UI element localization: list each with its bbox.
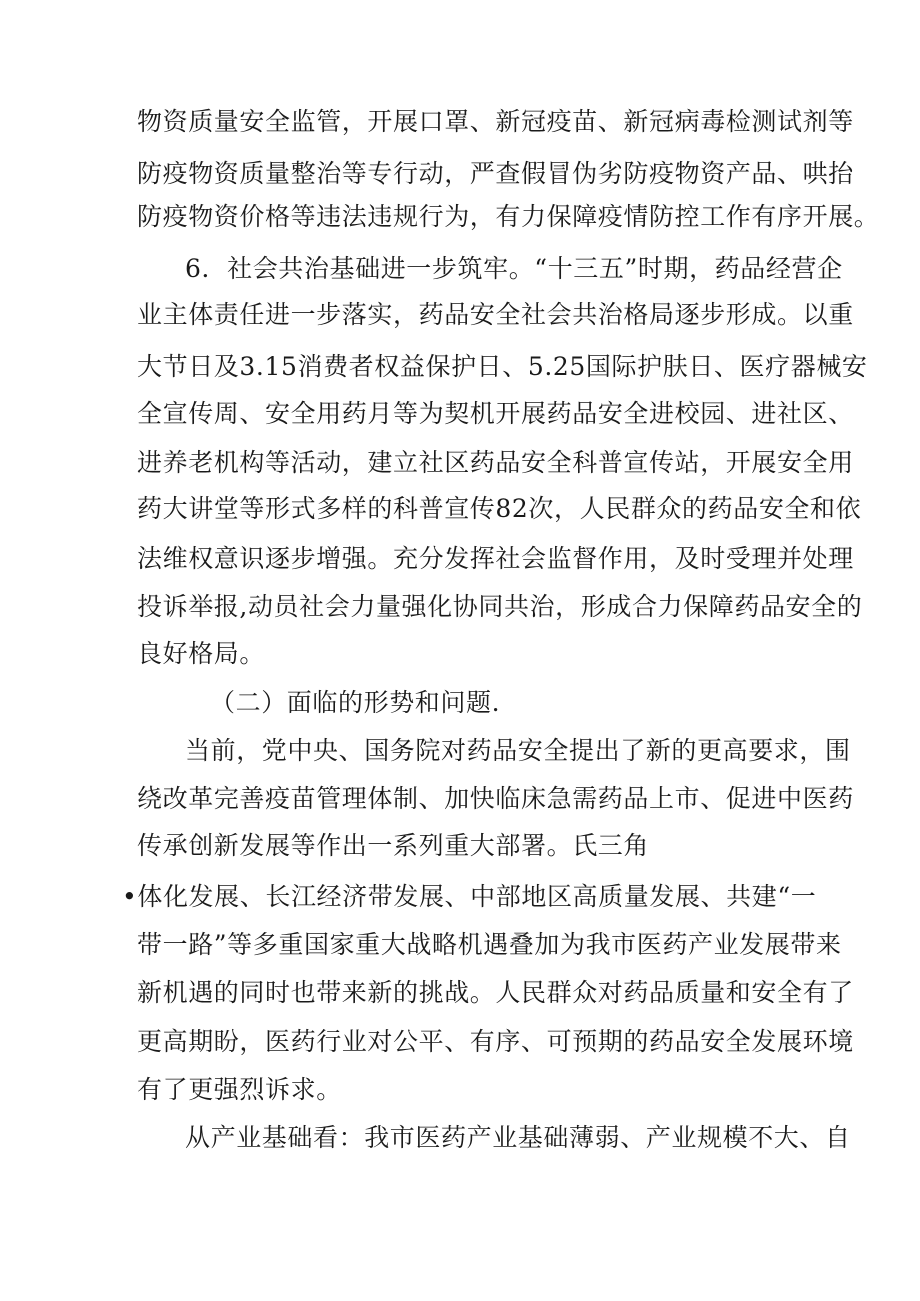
text-line: 防疫物资质量整治等专行动，严查假冒伪劣防疫物资产品、哄抬 (137, 159, 854, 188)
section-heading: （二）面临的形势和问题. (210, 688, 501, 717)
text-line: 新机遇的同时也带来新的挑战。人民群众对药品质量和安全有了 (137, 978, 854, 1007)
text-line: 绕改革完善疫苗管理体制、加快临床急需药品上市、促进中医药 (137, 784, 854, 813)
text-line: •体化发展、长江经济带发展、中部地区高质量发展、共建“一 (122, 882, 817, 911)
text-line: 进养老机构等活动，建立社区药品安全科普宣传站，开展安全用 (137, 448, 854, 477)
text-line: 良好格局。 (137, 639, 266, 668)
text-line: 业主体责任进一步落实，药品安全社会共治格局逐步形成。以重 (137, 300, 854, 329)
paragraph-start-line: 当前，党中央、国务院对药品安全提出了新的更高要求，围 (185, 736, 851, 765)
text-line: 全宣传周、安全用药月等为契机开展药品安全进校园、进社区、 (137, 399, 854, 428)
text-line: 更高期盼，医药行业对公平、有序、可预期的药品安全发展环境 (137, 1027, 854, 1056)
text-line: 防疫物资价格等违法违规行为，有力保障疫情防控工作有序开展。 (137, 202, 880, 231)
text-line: 有了更强烈诉求。 (137, 1075, 342, 1104)
text-line: 带一路”等多重国家重大战略机遇叠加为我市医药产业发展带来 (137, 930, 842, 959)
text-line: 传承创新发展等作出一系列重大部署。氏三角 (137, 831, 650, 860)
paragraph-start-line: 6．社会共治基础进一步筑牢。“十三五”时期，药品经营企 (185, 254, 843, 283)
text-line: 投诉举报,动员社会力量强化协同共治，形成合力保障药品安全的 (137, 592, 863, 621)
paragraph-start-line: 从产业基础看：我市医药产业基础薄弱、产业规模不大、自 (185, 1123, 851, 1152)
text-line: 药大讲堂等形式多样的科普宣传82次，人民群众的药品安全和依 (137, 494, 862, 523)
text-line: 大节日及3.15消费者权益保护日、5.25国际护肤日、医疗器械安 (137, 352, 868, 381)
text-line: 法维权意识逐步增强。充分发挥社会监督作用，及时受理并处理 (137, 544, 854, 573)
text-line: 物资质量安全监管，开展口罩、新冠疫苗、新冠病毒检测试剂等 (137, 107, 854, 136)
